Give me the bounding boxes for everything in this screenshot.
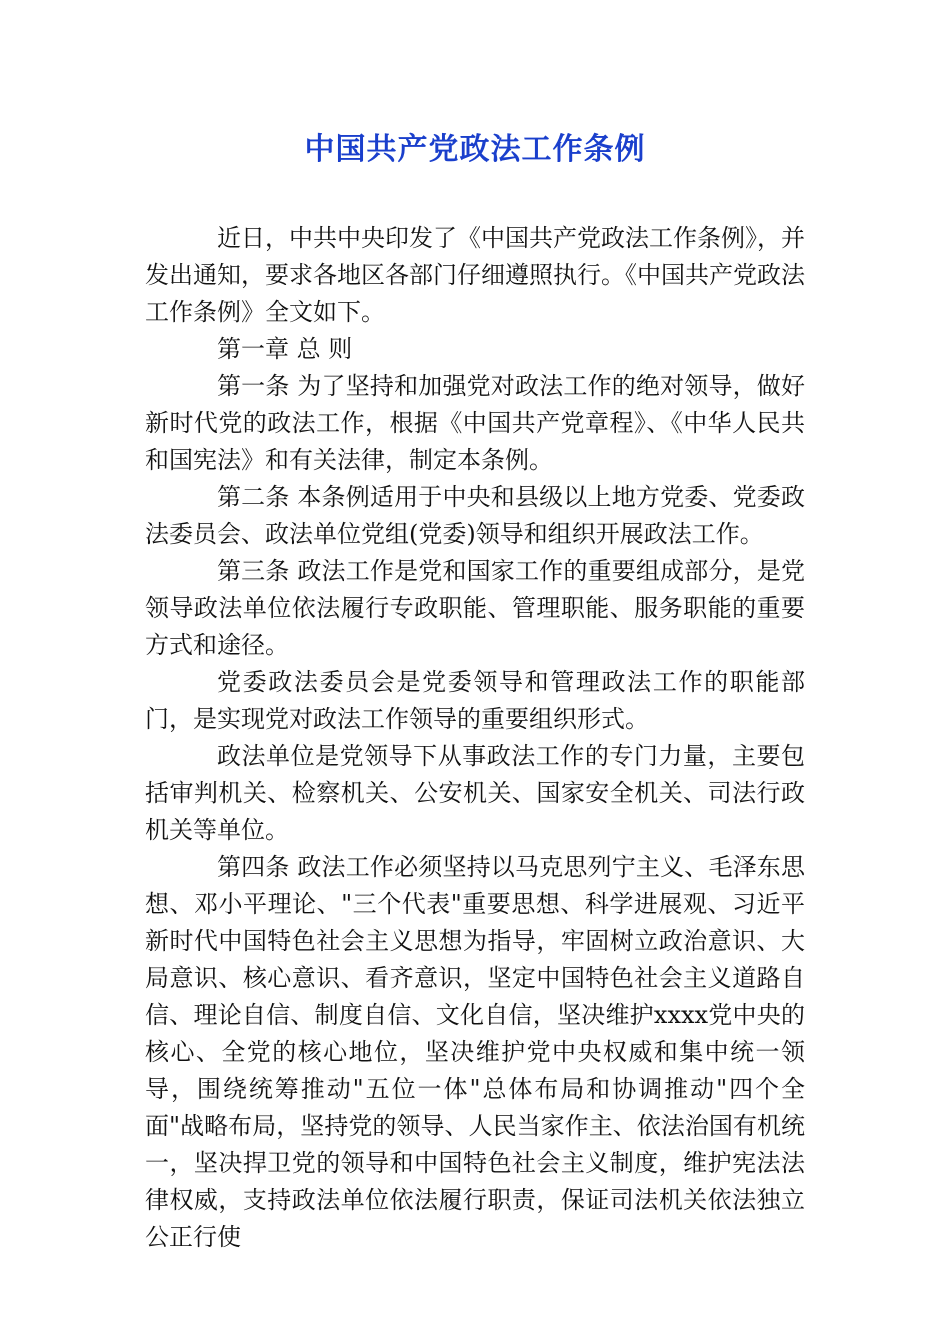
- paragraph-intro: 近日，中共中央印发了《中国共产党政法工作条例》，并发出通知，要求各地区各部门仔细遵照执行。《中国共产党政法工作条例》全文如下。: [145, 224, 805, 326]
- article-3: 第三条 政法工作是党和国家工作的重要组成部分，是党领导政法单位依法履行专政职能、管理职能、服务职能的重要方式和途径。: [145, 557, 805, 659]
- article-3-paragraph-3: 政法单位是党领导下从事政法工作的专门力量，主要包括审判机关、检察机关、公安机关、国家安全机关、司法行政机关等单位。: [145, 742, 805, 844]
- document-title: 中国共产党政法工作条例: [304, 132, 646, 167]
- document-body: [145, 220, 805, 1256]
- article-4: 第四条 政法工作必须坚持以马克思列宁主义、毛泽东思想、邓小平理论、"三个代表"重要思想、科学进展观、习近平新时代中国特色社会主义思想为指导，牢固树立政治意识、大局意识、核心意识、看齐意识，坚定中国特色社会主义道路自信、理论自信、制度自信、文化自信，坚决维护xxxx党中央的核心、全党的核心地位，坚决维护党中央权威和集中统一领导，围绕统筹推动"五位一体"总体布局和协调推动"四个全面"战略布局，坚持党的领导、人民当家作主、依法治国有机统一，坚决捍卫党的领导和中国特色社会主义制度，维护宪法法律权威，支持政法单位依法履行职责，保证司法机关依法独立公正行使: [145, 853, 805, 1251]
- chapter-heading: 第一章 总 则: [217, 335, 353, 363]
- article-3-paragraph-2: 党委政法委员会是党委领导和管理政法工作的职能部门，是实现党对政法工作领导的重要组织形式。: [145, 668, 805, 733]
- article-1: 第一条 为了坚持和加强党对政法工作的绝对领导，做好新时代党的政法工作，根据《中国共产党章程》、《中华人民共和国宪法》和有关法律，制定本条例。: [145, 372, 805, 474]
- article-2: 第二条 本条例适用于中央和县级以上地方党委、党委政法委员会、政法单位党组(党委)领导和组织开展政法工作。: [145, 483, 805, 548]
